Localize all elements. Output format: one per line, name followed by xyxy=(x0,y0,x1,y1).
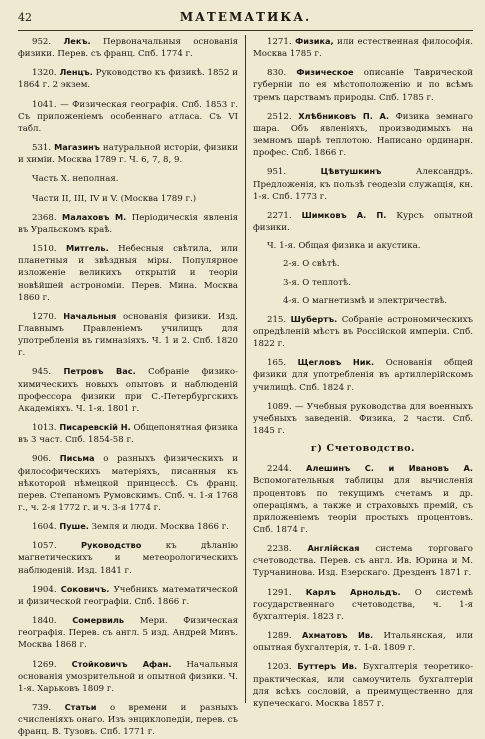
catalog-entry xyxy=(253,209,473,234)
catalog-entry xyxy=(253,356,473,393)
entry-text: — Физическая географія. Спб. 1853 г. Съ приложеніемъ особеннаго атласа. Съ VI табл. xyxy=(18,99,238,134)
entry-text: Небесныя свѣтила, или планетныя и звѣздныя міры. Популярное изложеніе великихъ открытій и теоріи новѣйшей астрономіи. Перев. Мина. Москва 1860 г. xyxy=(18,244,238,303)
entry-number: 1904. xyxy=(32,584,61,595)
entry-author: Начальныя xyxy=(63,310,117,321)
entry-number: 1320. xyxy=(32,68,60,79)
entry-number: 1089. xyxy=(266,401,295,412)
catalog-entry xyxy=(18,701,238,738)
entry-number: 531. xyxy=(32,143,55,154)
catalog-entry xyxy=(253,165,473,202)
catalog-entry xyxy=(18,192,238,205)
entry-text: описаніе Таврической губерніи по ея мѣстоположенію и по всѣмъ тремъ царствамъ природы. Спб. 1785 г. xyxy=(252,68,473,103)
catalog-entry xyxy=(253,66,473,103)
entry-number: 1271. xyxy=(266,37,296,47)
course-part-line: 3-я. О теплотѣ. xyxy=(282,277,351,288)
entry-text: Собраніе астрономическихъ опредѣленій мѣстъ въ Россійской имперіи. Спб. 1822 г. xyxy=(252,314,473,350)
entry-number: 2271. xyxy=(266,210,302,221)
entry-text: Начальныя основанія умозрительной и опытной физики. Ч. 1-я. Харьковъ 1809 г. xyxy=(18,659,238,694)
entry-text: о разныхъ физическихъ и философическихъ матеріяхъ, писанныя къ нѣкоторой нѣмецкой принцессѣ. Съ франц. перев. Степаномъ Румовскимъ. Спб. ч. 1-я 1768 г., ч. 2-я 1772 г. и ч. 3-я 1774 г. xyxy=(18,454,238,513)
entry-author: Физическое xyxy=(296,67,354,78)
running-title: МАТЕМАТИКА. xyxy=(179,10,312,24)
entry-author: Буттеръ Ив. xyxy=(297,661,358,672)
entry-author: Сомервиль xyxy=(72,615,125,626)
entry-number: 952. xyxy=(32,37,64,47)
entry-text: Общепонятная физика въ 3 част. Спб. 1854-58 г. xyxy=(18,423,238,446)
entry-text: Первоначальныя основанія физики. Перев. съ франц. Спб. 1774 г. xyxy=(18,37,238,60)
entry-number: 1203. xyxy=(266,662,298,673)
entry-author: Руководство xyxy=(81,540,142,551)
entry-number: 1270. xyxy=(32,311,64,322)
catalog-entry xyxy=(253,629,473,654)
entry-author: Петровъ Вас. xyxy=(63,366,136,377)
entry-text: Части II, III, IV и V. (Москва 1789 г.) xyxy=(32,193,197,204)
entry-author: Шубертъ. xyxy=(290,313,338,324)
entry-number: 1269. xyxy=(32,659,72,670)
entry-text: Бухгалтерія теоретико-практическая, или самоучитель бухгалтеріи для всѣхъ сословій, а преимущественно для купеческаго. Москва 1857 г. xyxy=(252,662,473,709)
right-column xyxy=(246,35,473,709)
course-part-line: 2-я. О свѣтѣ. xyxy=(282,259,340,270)
catalog-entry xyxy=(253,400,473,437)
entry-author: Англійская xyxy=(307,543,360,554)
catalog-entry xyxy=(18,658,238,695)
entry-author: Ленцъ. xyxy=(59,67,93,78)
course-part-line: Ч. 1-я. Общая физика и акустика. xyxy=(266,241,421,252)
entry-text: Основанія общей физики для употребленія въ артиллерійскомъ училищѣ. Спб. 1824 г. xyxy=(252,358,473,393)
catalog-entry xyxy=(18,172,238,185)
entry-number: 830. xyxy=(266,68,297,79)
entry-number: 2244. xyxy=(266,464,307,475)
catalog-entry xyxy=(253,586,473,623)
catalog-entry xyxy=(18,66,238,91)
entry-number: 2238. xyxy=(266,544,308,555)
entry-number: 1057. xyxy=(32,541,81,552)
catalog-entry xyxy=(18,242,238,304)
entry-number: 215. xyxy=(266,314,291,325)
catalog-entry xyxy=(18,365,238,415)
catalog-entry xyxy=(18,583,238,608)
entry-author: Стойковичъ Афан. xyxy=(71,658,172,669)
entry-number: 1840. xyxy=(32,616,73,627)
entry-author: Цѣвтушкинъ xyxy=(320,166,382,177)
entry-text: или естественная философія. Москва 1785 г. xyxy=(252,37,473,60)
catalog-entry xyxy=(18,614,238,651)
entry-author: Физика, xyxy=(295,36,334,46)
entry-text: О системѣ государственнаго счетоводства, ч. 1-я бухгалтерія. 1823 г. xyxy=(252,587,473,622)
entry-author: Ахматовъ Ив. xyxy=(301,630,374,641)
catalog-entry xyxy=(18,539,238,576)
two-column-body xyxy=(18,35,473,738)
entry-number: 2512. xyxy=(266,111,299,122)
catalog-entry xyxy=(253,35,473,60)
entry-author: Письма xyxy=(59,453,95,464)
entry-number: 1291. xyxy=(266,587,306,598)
entry-author: Писаревскій Н. xyxy=(59,422,131,433)
entry-number: 1013. xyxy=(32,423,60,434)
catalog-entry xyxy=(18,452,238,514)
entry-text: къ дѣланію магнетическихъ и метеорологическихъ наблюденій. Изд. 1841 г. xyxy=(18,541,238,576)
catalog-entry xyxy=(18,520,238,533)
catalog-entry xyxy=(18,310,238,360)
entry-number: 165. xyxy=(266,358,298,369)
entry-number: 951. xyxy=(266,167,321,178)
entry-text: Учебникъ математической и физической географіи. Спб. 1866 г. xyxy=(18,584,238,607)
entry-text: основанія физики. Изд. Главнымъ Правленіемъ училищъ для употребленія въ гимназіяхъ. Ч. 1 и 2. Спб. 1820 г. xyxy=(18,311,238,359)
entry-author: Карлъ Арнольдъ. xyxy=(305,586,401,597)
entry-author: Магазинъ xyxy=(54,142,100,153)
catalog-entry xyxy=(18,211,238,236)
entry-number: 1289. xyxy=(266,631,302,642)
entry-text: Земля и люди. Москва 1866 г. xyxy=(88,522,229,533)
entry-number: 1041. xyxy=(32,99,61,110)
entry-text: Часть X. неполная. xyxy=(32,174,119,185)
entry-text: система торговаго счетоводства. Перев. съ англ. Ив. Юрина и М. Турчанинова. Изд. Езерскаго. Дрезденъ 1871 г. xyxy=(252,544,473,579)
entry-text: натуральной исторіи, физики и химіи. Москва 1789 г. Ч. 6, 7, 8, 9. xyxy=(18,143,238,166)
entry-author: Пуше. xyxy=(59,521,89,532)
entry-text: Собраніе физико-химическихъ новыхъ опытовъ и наблюденій профессора физики при С.-Петербургскихъ Академіяхъ. Ч. 1-я. 1801 г. xyxy=(18,367,238,414)
catalog-entry xyxy=(253,542,473,579)
page-number: 42 xyxy=(18,11,32,24)
entry-text: Курсъ опытной физики. xyxy=(252,210,473,234)
entry-text: Руководство къ физикѣ. 1852 и 1864 г. 2 экзем. xyxy=(18,68,238,91)
section-heading: г) Счетоводство. xyxy=(310,443,416,455)
left-column xyxy=(18,35,245,738)
entry-author: Хлѣбниковъ П. А. xyxy=(298,110,389,121)
entry-author: Щегловъ Ник. xyxy=(297,357,375,368)
catalog-entry xyxy=(253,660,473,710)
entry-number: 1604. xyxy=(32,522,60,533)
course-part-line: 4-я. О магнетизмѣ и электричествѣ. xyxy=(282,295,448,306)
entry-text: Періодическія явленія въ Уральскомъ краѣ. xyxy=(18,212,239,235)
catalog-entry xyxy=(18,98,238,135)
entry-number: 739. xyxy=(32,703,65,714)
entry-number: 945. xyxy=(32,367,64,378)
entry-text: о времени и разныхъ счисленіяхъ онаго. Изъ энциклопедіи, перев. съ франц. В. Тузовъ. Спб. 1771 г. xyxy=(18,703,238,738)
entry-author: Лекъ. xyxy=(63,36,91,46)
entry-text: Мери. Физическая географія. Перев. съ англ. 5 изд. Андрей Минъ. Москва 1868 г. xyxy=(18,616,238,651)
catalog-entry xyxy=(253,110,473,160)
entry-author: Статьи xyxy=(64,702,97,713)
entry-number: 906. xyxy=(32,454,60,465)
entry-text: — Учебныя руководства для военныхъ учебныхъ заведеній. Физика, 2 части. Спб. 1845 г. xyxy=(252,401,473,437)
entry-author: Алешинъ С. и Ивановъ А. xyxy=(306,463,473,474)
entry-text: Вспомогательныя таблицы для вычисленія процентовъ по текущимъ счетамъ и др. операціямъ, а также и страховыхъ премій, съ приложеніемъ теоріи простыхъ процентовъ. Спб. 1874 г. xyxy=(252,476,473,535)
entry-author: Шимковъ А. П. xyxy=(301,209,387,220)
catalog-entry xyxy=(253,313,473,350)
entry-number: 1510. xyxy=(32,244,66,255)
entry-text: Александръ. Предложенія, къ пользѣ геодезіи служащія, кн. 1-я. Спб. 1773 г. xyxy=(252,167,473,202)
entry-text: Итальянская, или опытная бухгалтерія, т. 1-й. 1809 г. xyxy=(252,631,473,654)
page-header xyxy=(18,10,473,31)
entry-author: Малаховъ М. xyxy=(62,211,127,222)
catalog-entry xyxy=(18,421,238,446)
catalog-entry xyxy=(253,462,473,536)
entry-author: Митгель. xyxy=(65,243,109,254)
catalog-entry xyxy=(18,35,238,60)
entry-number: 2368. xyxy=(32,212,63,223)
entry-text: Физика земнаго шара. Объ явленіяхъ, производимыхъ на земномъ шарѣ теплотою. Написано ординарн. профес. Спб. 1866 г. xyxy=(252,111,473,159)
entry-author: Соковичъ. xyxy=(60,583,110,594)
catalog-entry xyxy=(18,141,238,166)
